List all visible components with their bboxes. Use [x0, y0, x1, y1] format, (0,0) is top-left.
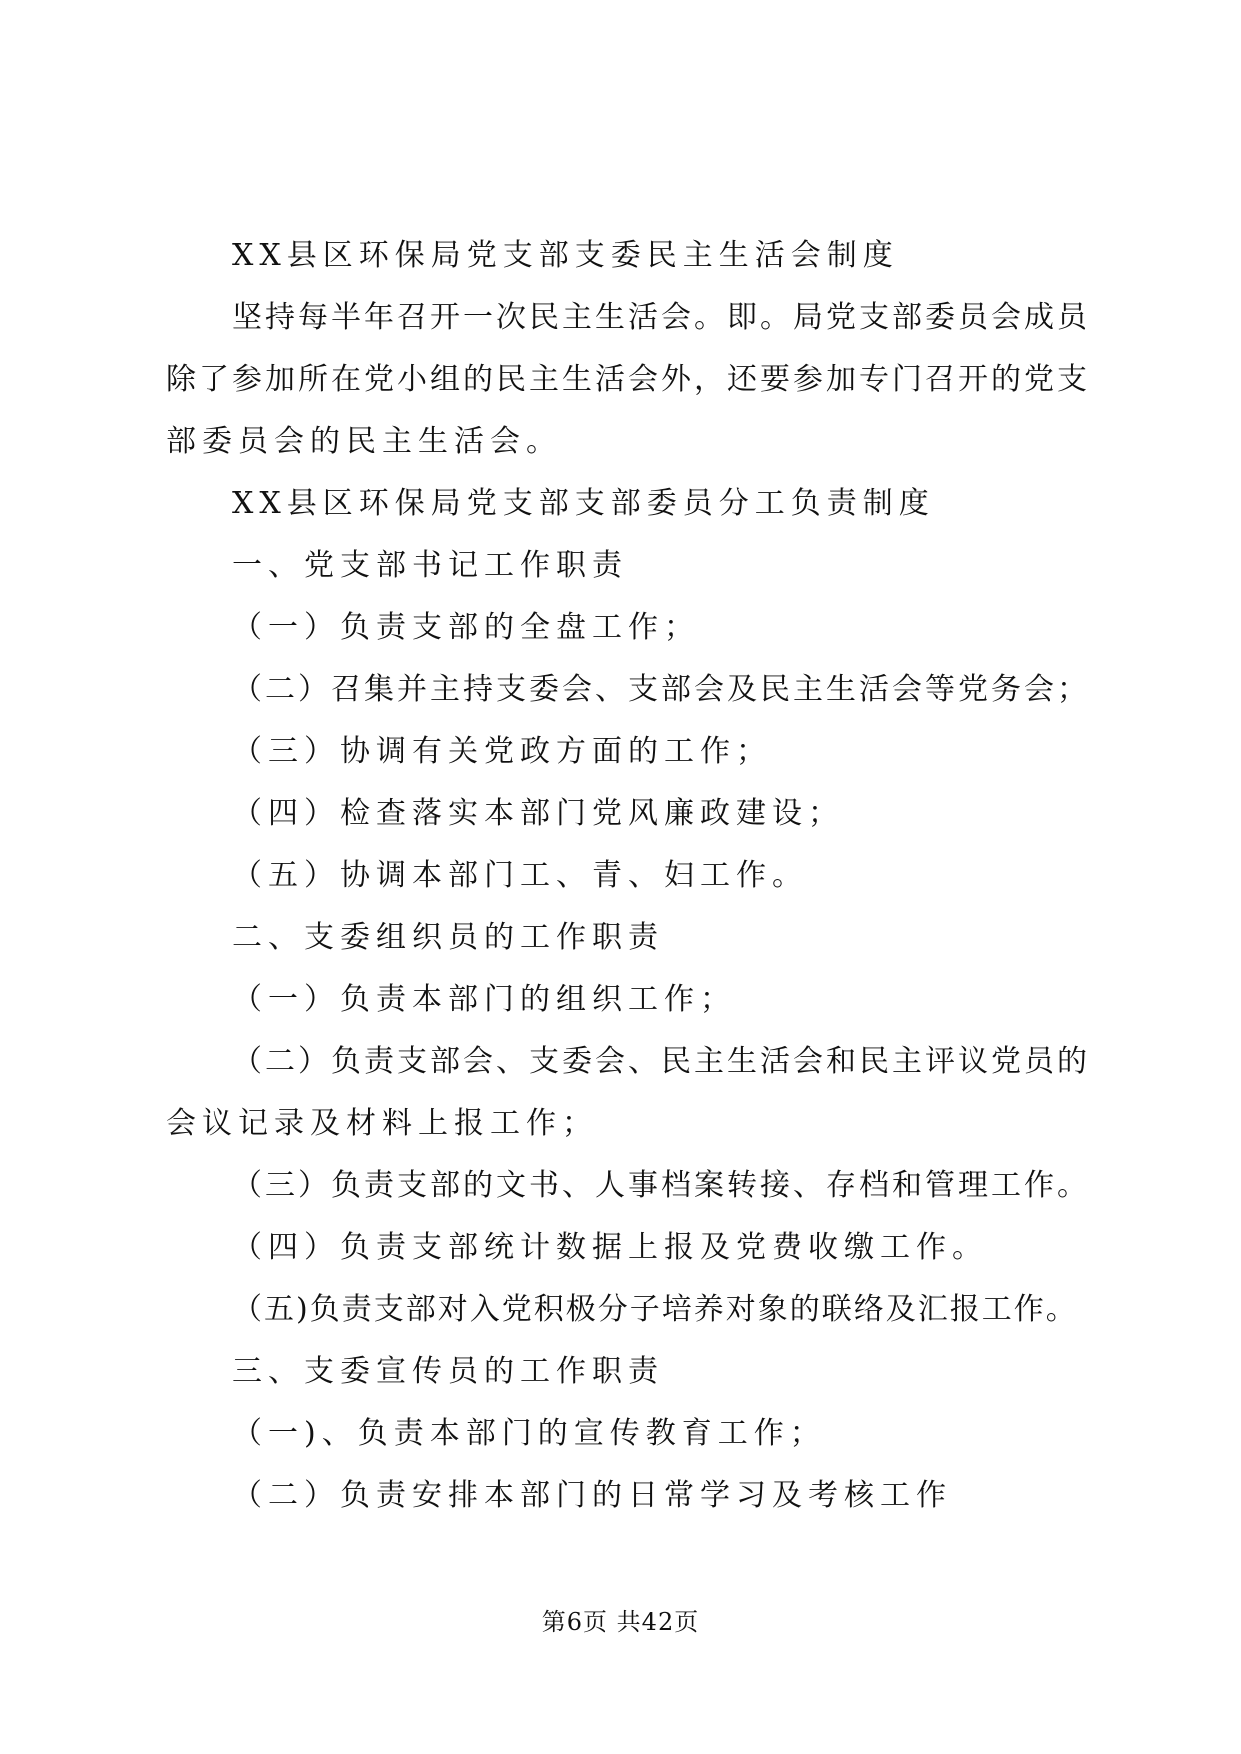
list-item: （五）协调本部门工、青、妇工作。: [232, 858, 808, 893]
list-item: （四）负责支部统计数据上报及党费收缴工作。: [232, 1230, 988, 1265]
list-item: （三）协调有关党政方面的工作；: [232, 734, 772, 769]
heading-democratic-life-system: XX县区环保局党支部支委民主生活会制度: [232, 238, 899, 273]
section-heading: 一、党支部书记工作职责: [232, 548, 628, 583]
list-item: （五)负责支部对入党积极分子培养对象的联络及汇报工作。: [232, 1292, 1078, 1327]
list-item: （四）检查落实本部门党风廉政建设；: [232, 796, 844, 831]
paragraph-line: 除了参加所在党小组的民主生活会外，还要参加专门召开的党支: [166, 362, 1090, 397]
list-item: （二）召集并主持支委会、支部会及民主生活会等党务会；: [232, 672, 1090, 707]
heading-division-of-duties: XX县区环保局党支部支部委员分工负责制度: [232, 486, 935, 521]
paragraph-line: 坚持每半年召开一次民主生活会。即。局党支部委员会成员: [232, 300, 1090, 335]
list-item: （二）负责支部会、支委会、民主生活会和民主评议党员的: [232, 1044, 1090, 1079]
list-item: （三）负责支部的文书、人事档案转接、存档和管理工作。: [232, 1168, 1090, 1203]
section-heading: 三、支委宣传员的工作职责: [232, 1354, 664, 1389]
list-item: （一)、负责本部门的宣传教育工作；: [232, 1416, 826, 1451]
section-heading: 二、支委组织员的工作职责: [232, 920, 664, 955]
list-item: （一）负责本部门的组织工作；: [232, 982, 736, 1017]
page-footer: 第6页 共42页: [541, 1608, 700, 1636]
list-item: （一）负责支部的全盘工作；: [232, 610, 700, 645]
paragraph-line: 部委员会的民主生活会。: [166, 424, 562, 459]
list-item: （二）负责安排本部门的日常学习及考核工作: [232, 1478, 952, 1513]
list-item-continuation: 会议记录及材料上报工作；: [166, 1106, 598, 1141]
